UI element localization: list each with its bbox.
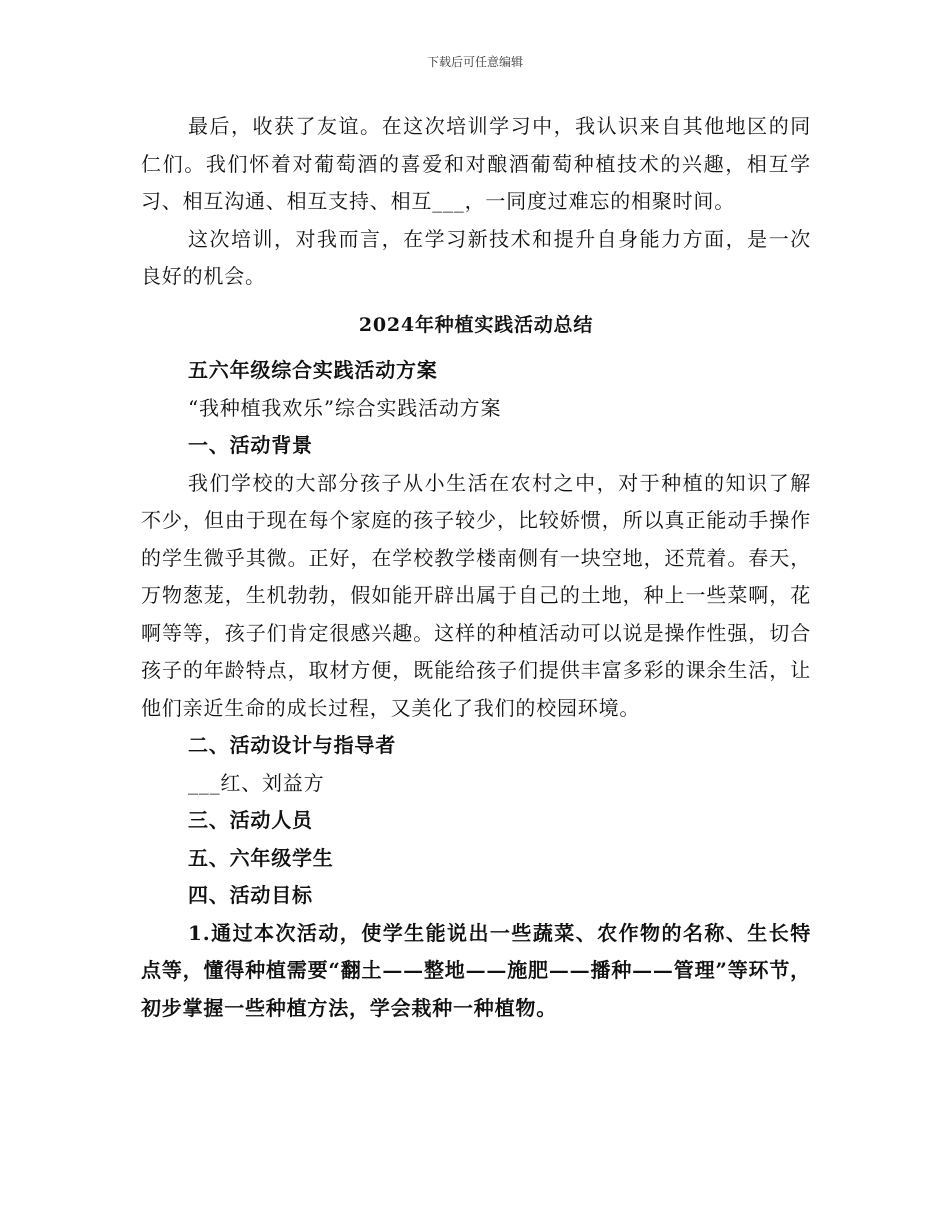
plan-title: 五六年级综合实践活动方案 [188,358,438,382]
plan-subtitle: “我种植我欢乐”综合实践活动方案 [188,395,502,420]
heading-goals: 四、活动目标 [188,883,313,907]
designers-names: ___红、刘益方 [188,770,325,795]
document-body [141,108,811,1027]
section-title: 2024年种植实践活动总结 [358,313,594,336]
heading-participants: 三、活动人员 [188,808,313,832]
paragraph-background: 我们学校的大部分孩子从小生活在农村之中，对于种植的知识了解不少，但由于现在每个家庭的孩子较少，比较娇惯，所以真正能动手操作的学生微乎其微。正好，在学校教学楼南侧有一块空地，还荒着。春天，万物葱茏，生机勃勃，假如能开辟出属于自己的土地，种上一些菜啊，花啊等等，孩子们肯定很感兴趣。这样的种植活动可以说是操作性强，切合孩子的年龄特点，取材方便，既能给孩子们提供丰富多彩的课余生活，让他们亲近生命的成长过程，又美化了我们的校园环境。 [141,470,811,720]
page-header: 下载后可任意编辑 [426,55,523,69]
participants-text: 五、六年级学生 [188,845,334,870]
paragraph-training-opportunity: 这次培训，对我而言，在学习新技术和提升自身能力方面，是一次良好的机会。 [141,226,811,288]
paragraph-friendship: 最后，收获了友谊。在这次培训学习中，我认识来自其他地区的同仁们。我们怀着对葡萄酒的喜爱和对酿酒葡萄种植技术的兴趣，相互学习、相互沟通、相互支持、相互___，一同度过难忘的相聚时间。 [141,114,811,213]
goal-1: 1.通过本次活动，使学生能说出一些蔬菜、农作物的名称、生长特点等，懂得种植需要“翻土——整地——施肥——播种——管理”等环节，初步掌握一些种植方法，学会栽种一种植物。 [141,920,811,1020]
heading-background: 一、活动背景 [188,433,313,457]
heading-designers: 二、活动设计与指导者 [188,733,396,757]
